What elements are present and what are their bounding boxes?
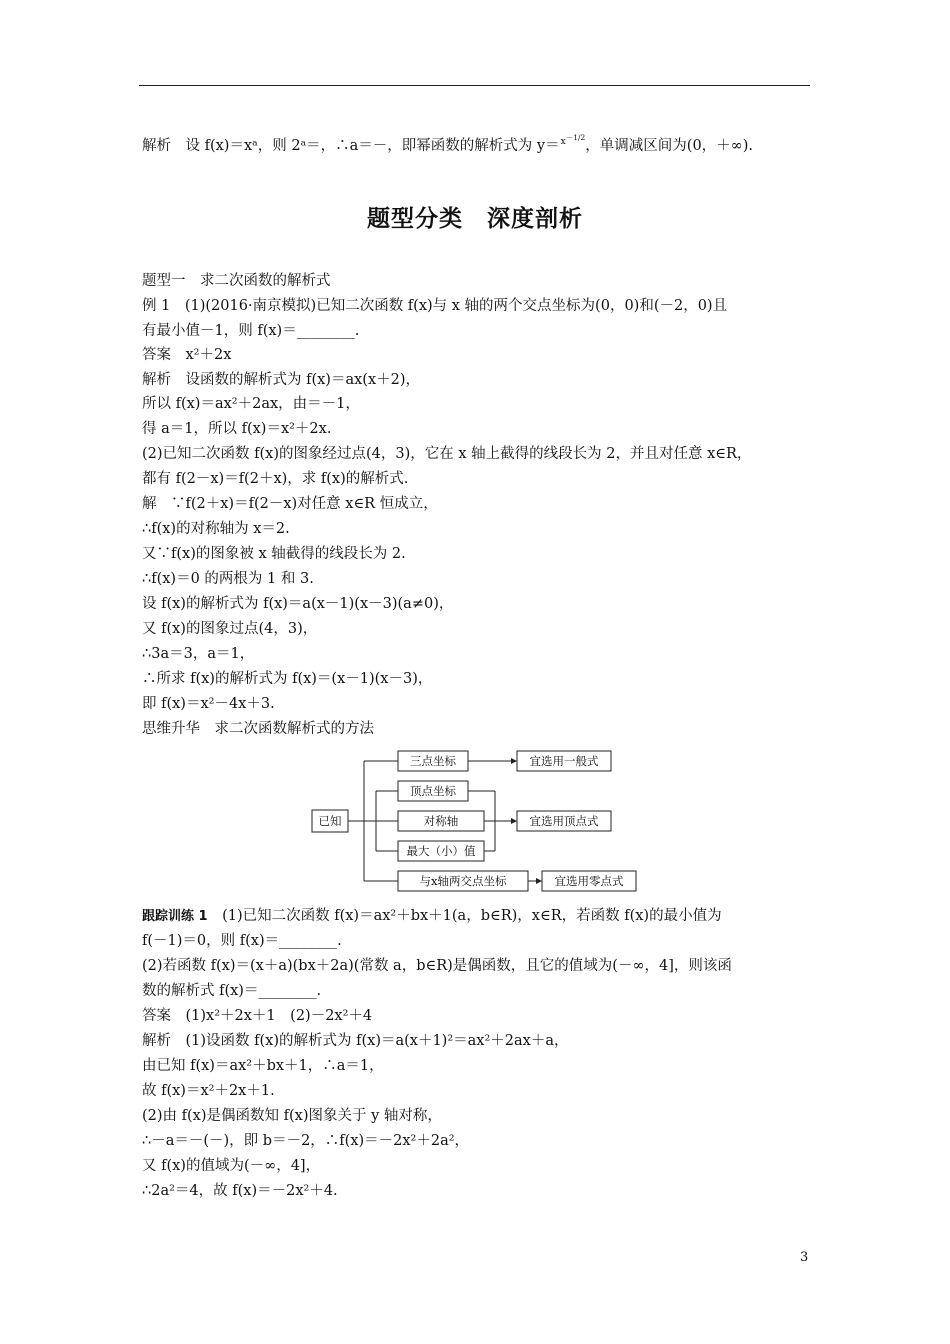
analysis-line: 得 a＝1，所以 f(x)＝x²＋2x.: [142, 421, 332, 437]
answer-line: 答案 (1)x²＋2x＋1 (2)－2x²＋4: [142, 1008, 373, 1024]
text-segment: 解析 设 f(x)＝xᵃ，则 2ᵃ＝，∴a＝－，即幂函数的解析式为 y＝: [142, 138, 560, 154]
practice-label: 跟踪训练 1: [142, 909, 208, 924]
analysis-line: 由已知 f(x)＝ax²＋bx＋1，∴a＝1，: [142, 1058, 384, 1074]
page-number: 3: [800, 1250, 809, 1265]
answer-line: 答案 x²＋2x: [142, 347, 232, 363]
thinking-summary: 思维升华 求二次函数解析式的方法: [142, 721, 374, 737]
label-vertex: 顶点坐标: [410, 784, 456, 798]
analysis-line: 解析 (1)设函数 f(x)的解析式为 f(x)＝a(x＋1)²＝ax²＋2ax＋a，: [142, 1033, 569, 1049]
solution-line: ∴f(x)的对称轴为 x＝2.: [142, 521, 290, 537]
solution-line: 又∵f(x)的图象被 x 轴截得的线段长为 2.: [142, 546, 406, 562]
analysis-line: ∴－a＝－(－)，即 b＝－2，∴f(x)＝－2x²＋2a²，: [142, 1133, 470, 1149]
power-function: $x^{-1/2}$: [560, 133, 586, 147]
label-vertex-form: 宜选用顶点式: [529, 814, 599, 828]
solution-line: 又 f(x)的图象过点(4，3)，: [142, 621, 318, 637]
text-segment: (1)已知二次函数 f(x)＝ax²＋bx＋1(a，b∈R)，x∈R，若函数 f(x)的最小值为: [222, 908, 722, 924]
power-exp-den: 2: [580, 133, 586, 142]
method-diagram: [310, 748, 650, 894]
power-exp-num: 1: [573, 133, 578, 142]
solution-line: ∴f(x)＝0 的两根为 1 和 3.: [142, 571, 314, 587]
label-three-points: 三点坐标: [410, 754, 456, 768]
analysis-line-top: [142, 134, 753, 156]
root-label: 已知: [318, 814, 342, 828]
analysis-line: 故 f(x)＝x²＋2x＋1.: [142, 1083, 275, 1099]
practice-line: (2)若函数 f(x)＝(x＋a)(bx＋2a)(常数 a，b∈R)是偶函数，且它的值域为(－∞，4]，则该函: [142, 958, 732, 974]
solution-line: ∴3a＝3，a＝1，: [142, 646, 255, 662]
analysis-line: 解析 设函数的解析式为 f(x)＝ax(x＋2)，: [142, 372, 421, 388]
section-title: 题型分类 深度剖析: [367, 206, 583, 232]
example-line: 例 1 (1)(2016·南京模拟)已知二次函数 f(x)与 x 轴的两个交点坐标为(0，0)和(－2，0)且: [142, 298, 728, 314]
power-base: x: [560, 137, 566, 147]
text-segment: ，单调减区间为(0，＋∞).: [585, 138, 754, 154]
solution-line: 解 ∵f(2＋x)＝f(2－x)对任意 x∈R 恒成立，: [142, 496, 438, 512]
solution-line: 即 f(x)＝x²－4x＋3.: [142, 696, 275, 712]
power-exp-sign: －: [565, 133, 574, 142]
label-zeros: 与x轴两交点坐标: [419, 874, 507, 888]
analysis-line: 又 f(x)的值域为(－∞，4]，: [142, 1158, 321, 1174]
solution-line: 设 f(x)的解析式为 f(x)＝a(x－1)(x－3)(a≠0)，: [142, 596, 454, 612]
label-general-form: 宜选用一般式: [529, 754, 599, 768]
analysis-line: ∴2a²＝4，故 f(x)＝－2x²＋4.: [142, 1183, 338, 1199]
heading-type-one: 题型一 求二次函数的解析式: [142, 273, 331, 289]
solution-line: ∴所求 f(x)的解析式为 f(x)＝(x－1)(x－3)，: [142, 671, 433, 687]
example-part2-line: (2)已知二次函数 f(x)的图象经过点(4，3)，它在 x 轴上截得的线段长为 2，并且对任意 x∈R，: [142, 446, 752, 462]
analysis-line: (2)由 f(x)是偶函数知 f(x)图象关于 y 轴对称，: [142, 1108, 442, 1124]
practice-line: 数的解析式 f(x)＝________.: [142, 983, 322, 999]
label-extremum: 最大（小）值: [406, 844, 476, 858]
label-zero-form: 宜选用零点式: [554, 874, 624, 888]
header-rule: [139, 85, 810, 86]
label-axis: 对称轴: [423, 814, 459, 828]
practice-line: f(－1)＝0，则 f(x)＝________.: [142, 933, 342, 949]
analysis-line: 所以 f(x)＝ax²＋2ax，由＝－1，: [142, 396, 360, 412]
example-line: 有最小值－1，则 f(x)＝________.: [142, 323, 360, 339]
example-part2-line: 都有 f(2－x)＝f(2＋x)，求 f(x)的解析式.: [142, 471, 409, 487]
practice-line: [142, 906, 722, 927]
